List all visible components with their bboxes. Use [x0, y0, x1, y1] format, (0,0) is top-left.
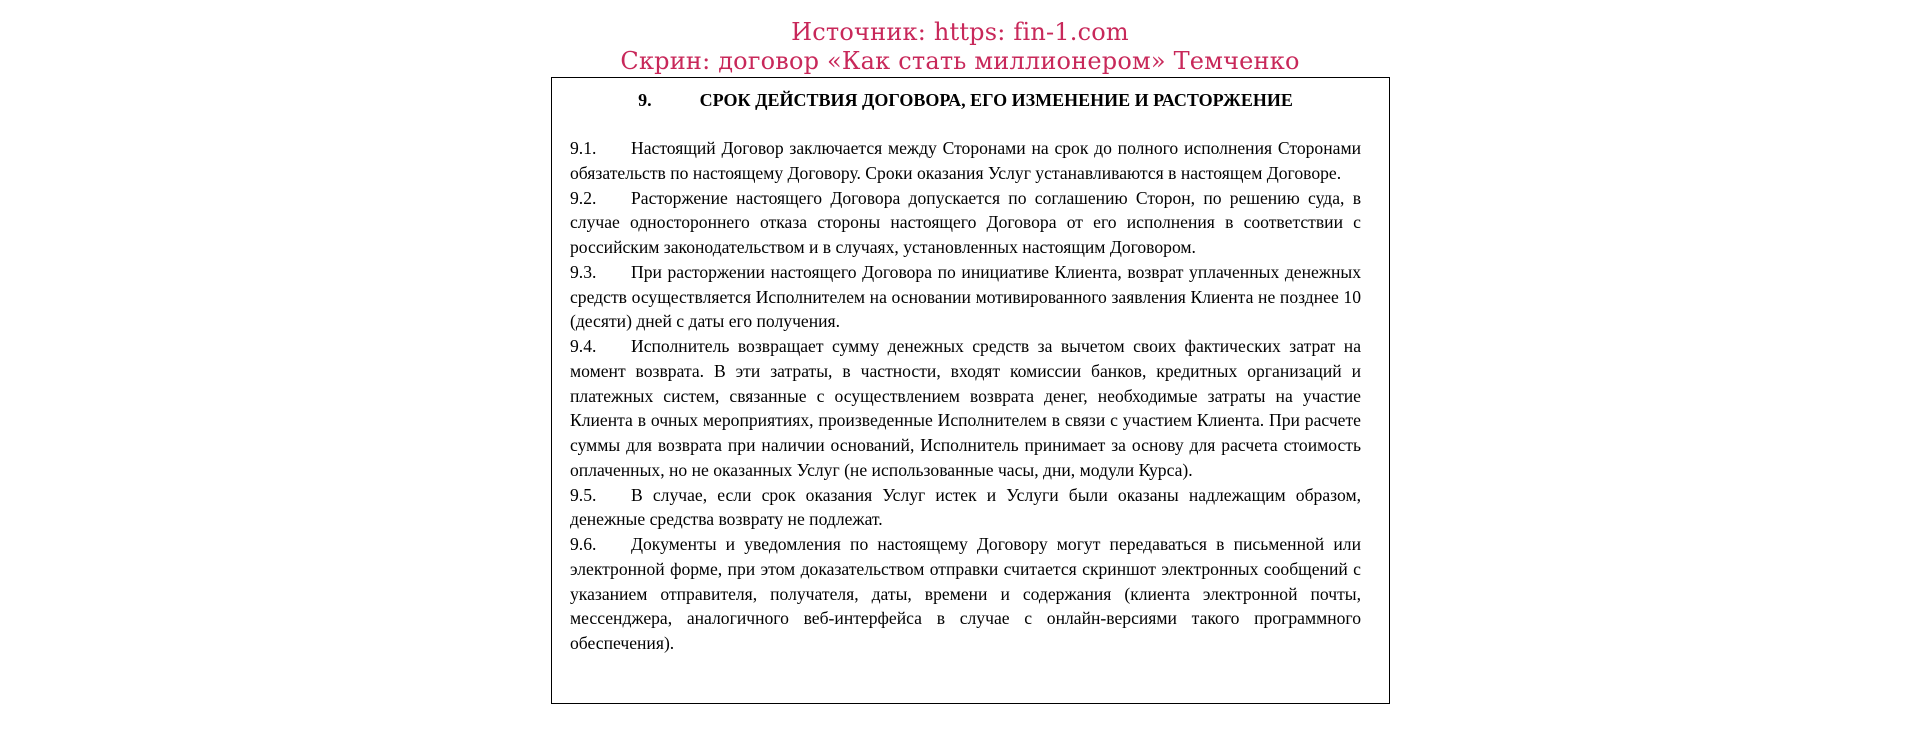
clause	[570, 260, 1361, 334]
clause-text: Расторжение настоящего Договора допускается по соглашению Сторон, по решению суда, в случае одностороннего отказа стороны настоящего Договора от его исполнения в соответствии с российским законодательством и в случаях, установленных настоящим Договором.	[570, 187, 1361, 257]
clause-number: 9.3.	[570, 261, 597, 282]
clause	[570, 532, 1361, 656]
clause	[570, 136, 1361, 186]
clause-number: 9.2.	[570, 187, 597, 208]
clause	[570, 334, 1361, 483]
clause-number: 9.5.	[570, 484, 597, 505]
clause-text: Документы и уведомления по настоящему Договору могут передаваться в письменной или электронной форме, при этом доказательством отправки считается скриншот электронных сообщений с указанием отправителя, получателя, даты, времени и содержания (клиента электронной почты, мессенджера, аналогичного веб-интерфейса в случае с онлайн-версиями такого программного обеспечения).	[570, 534, 1361, 653]
clause-text: В случае, если срок оказания Услуг истек и Услуги были оказаны надлежащим образом, денежные средства возврату не подлежат.	[570, 484, 1361, 530]
document-body	[570, 88, 1361, 656]
clause-number: 9.1.	[570, 138, 597, 158]
clause-number: 9.6.	[570, 534, 597, 554]
section-title: СРОК ДЕЙСТВИЯ ДОГОВОРА, ЕГО ИЗМЕНЕНИЕ И РАСТОРЖЕНИЕ	[699, 90, 1293, 110]
section-heading	[570, 88, 1361, 112]
clause-number: 9.4.	[570, 336, 597, 356]
clause-text: Исполнитель возвращает сумму денежных средств за вычетом своих фактических затрат на момент возврата. В эти затраты, в частности, входят комиссии банков, кредитных организаций и платежных систем, связанные с осуществлением возврата денег, необходимые затраты на участие Клиента в очных мероприятиях, произведенные Исполнителем в связи с участием Клиента. При расчете суммы для возврата при наличии оснований, Исполнитель принимает за основу для расчета стоимость оплаченных, но не оказанных Услуг (не использованные часы, дни, модули Курса).	[570, 336, 1361, 480]
clause	[570, 483, 1361, 533]
source-caption: Источник: https: fin-1.com	[791, 18, 1129, 46]
clause	[570, 186, 1361, 260]
screenshot-caption: Скрин: договор «Как стать миллионером» Темченко	[620, 47, 1300, 75]
clause-text: Настоящий Договор заключается между Сторонами на срок до полного исполнения Сторонами обязательств по настоящему Договору. Сроки оказания Услуг устанавливаются в настоящем Договоре.	[570, 138, 1361, 183]
document-frame	[551, 77, 1390, 704]
section-number: 9.	[638, 90, 652, 110]
clause-text: При расторжении настоящего Договора по инициативе Клиента, возврат уплаченных денежных средств осуществляется Исполнителем на основании мотивированного заявления Клиента не позднее 10 (десяти) дней с даты его получения.	[570, 261, 1361, 332]
